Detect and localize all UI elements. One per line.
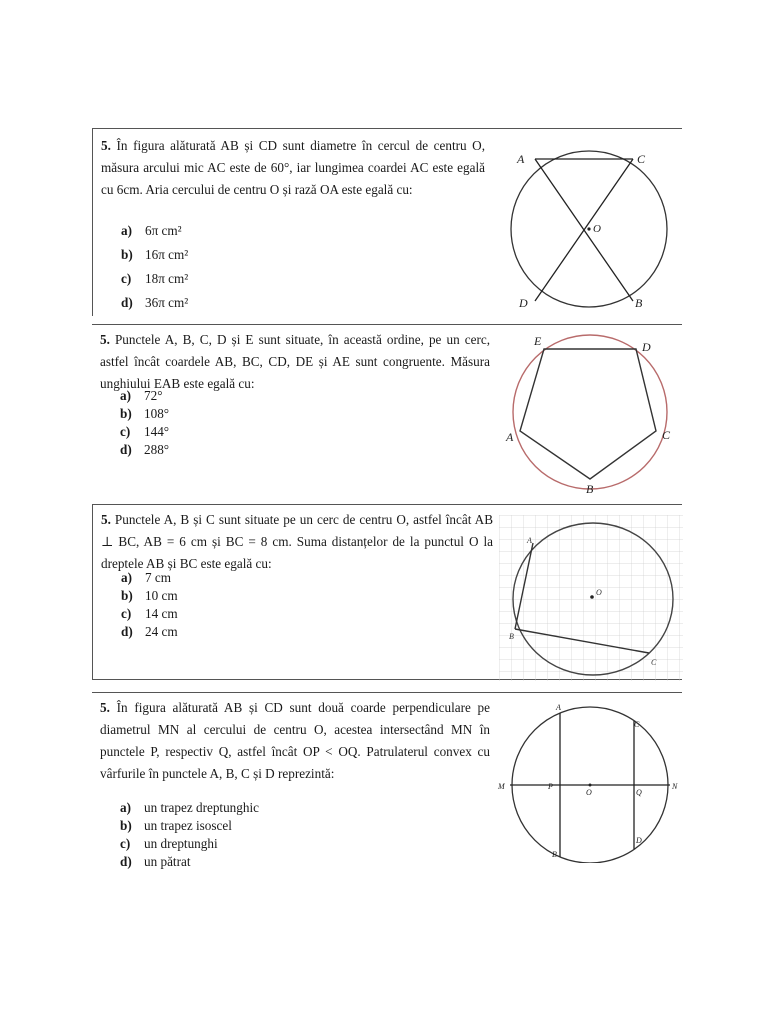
label-m: M [498,782,505,791]
option-d[interactable]: d) 24 cm [121,624,178,639]
problem-2-statement: Punctele A, B, C, D și E sunt situate, în această ordine, pe un cerc, astfel încât coardele AB, BC, CD, DE și AE sunt congruente. Măsura unghiului EAB este egală cu: [100,332,490,391]
problem-1-figure [503,143,683,315]
problem-1-text [101,135,485,201]
problem-2-number: 5. [100,332,110,347]
problem-3-text [101,509,493,575]
label-p: P [548,782,553,791]
problem-3-figure [499,515,683,681]
option-d[interactable]: d) un pătrat [120,854,191,869]
option-c[interactable]: c) un dreptunghi [120,836,218,851]
label-c: C [637,152,646,166]
problem-2 [92,324,682,494]
problem-3-options [121,569,178,641]
label-d: D [519,296,528,310]
circle [513,335,667,489]
option-a[interactable]: a) 7 cm [121,570,172,585]
problem-3-statement: Punctele A, B și C sunt situate pe un cerc de centru O, astfel încât AB ⊥ BC, AB = 6 cm și BC = 8 cm. Suma distanțelor de la punctul O la dreptele AB și BC este egală cu: [101,512,493,571]
problem-1-options [121,219,188,315]
problem-4 [92,692,682,870]
option-d[interactable]: d) 36π cm² [121,295,189,310]
label-c: C [634,720,640,729]
label-o: O [596,588,602,597]
label-o: O [586,788,592,797]
label-b: B [552,850,557,859]
option-c[interactable]: c) 144° [120,424,170,439]
problem-2-options [120,387,169,459]
label-a: A [517,152,525,166]
label-d: D [642,340,651,354]
option-b[interactable]: b) 108° [120,406,170,421]
option-b[interactable]: b) 10 cm [121,588,178,603]
label-b: B [586,482,594,495]
problem-3-number: 5. [101,512,111,527]
option-c[interactable]: c) 14 cm [121,606,178,621]
label-a: A [506,430,514,444]
label-o: O [593,223,601,235]
option-a[interactable]: a) 6π cm² [121,223,182,238]
label-b: B [635,296,643,310]
problem-4-statement: În figura alăturată AB și CD sunt două coarde perpendiculare pe diametrul MN al cercului de centru O, acestea intersectând MN în punctele P, respectiv Q, astfel încât OP < OQ. Patrulaterul convex cu vârfurile în punctele A, B, C și D reprezintă: [100,700,491,781]
problem-1 [92,128,682,316]
problem-3 [92,504,682,680]
option-b[interactable]: b) 16π cm² [121,247,189,262]
label-d: D [636,836,642,845]
label-b: B [509,632,514,641]
label-c: C [662,428,671,442]
label-a: A [527,536,532,545]
option-b[interactable]: b) un trapez isoscel [120,818,232,833]
problem-1-statement: În figura alăturată AB și CD sunt diametre în cercul de centru O, măsura arcului mic AC este de 60°, iar lungimea coardei AC este egală cu 6cm. Aria cercului de centru O și rază OA este egală cu: [101,138,486,197]
problem-4-number: 5. [100,700,110,715]
label-c: C [651,658,657,667]
problem-2-figure [504,331,680,495]
problem-2-text [100,329,490,395]
label-a: A [556,703,561,712]
option-c[interactable]: c) 18π cm² [121,271,189,286]
problem-4-options [120,799,259,871]
option-a[interactable]: a) un trapez dreptunghic [120,800,259,815]
option-a[interactable]: a) 72° [120,388,163,403]
option-d[interactable]: d) 288° [120,442,170,457]
problem-1-number: 5. [101,138,111,153]
label-q: Q [636,788,642,797]
problem-4-text [100,697,490,785]
problem-4-figure [496,699,682,863]
label-e: E [534,334,542,348]
label-n: N [672,782,678,791]
pentagon [520,349,656,479]
